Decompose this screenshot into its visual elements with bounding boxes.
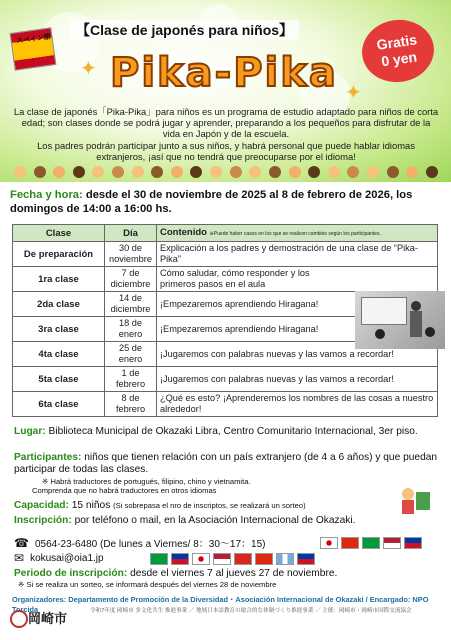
venue-label: Lugar: xyxy=(14,426,46,437)
child-face-icon xyxy=(210,166,222,178)
child-face-icon xyxy=(406,166,418,178)
venue-text: Biblioteca Municipal de Okazaki Libra, Centro Comunitario Internacional, 3er piso. xyxy=(48,426,418,437)
japan-flag-icon xyxy=(192,553,210,565)
cell-class: De preparación xyxy=(13,242,105,267)
col-header-class: Clase xyxy=(13,225,105,242)
email-row xyxy=(14,551,104,565)
intro-paragraph-1: La clase de japonés「Pika-Pika」para niños es un programa de estudio adaptado para niños de corta edad; son clases donde se podrá jugar y aprender, preparando a los pequeños para disfrutar de la vida en Japón y de la escuela. xyxy=(13,106,439,140)
china-flag-icon xyxy=(341,537,359,549)
brazil-flag-icon xyxy=(362,537,380,549)
usa-flag-icon xyxy=(383,537,401,549)
child-face-icon xyxy=(73,166,85,178)
philippines-flag-icon xyxy=(171,553,189,565)
pika-pika-logo: Pika-Pika xyxy=(110,50,338,96)
capacity-value: 15 niños xyxy=(71,500,111,511)
child-face-icon xyxy=(112,166,124,178)
child-face-icon xyxy=(289,166,301,178)
child-face-icon xyxy=(171,166,183,178)
lottery-note: ※ Si se realiza un sorteo, se informará después del viernes 28 de noviembre xyxy=(18,580,277,590)
vietnam-flag-icon xyxy=(234,553,252,565)
cell-content: ¡Jugaremos con palabras nuevas y las vamos a recordar! xyxy=(157,342,438,367)
children-illustrations xyxy=(14,166,438,180)
capacity-label: Capacidad: xyxy=(14,500,69,511)
child-face-icon xyxy=(249,166,261,178)
sparkle-icon: ✦ xyxy=(345,82,362,104)
free-badge-line2: 0 yen xyxy=(380,48,418,70)
capacity-section xyxy=(14,500,438,512)
teacher-head xyxy=(411,301,421,311)
sponsor-fineprint: 令和7年度 岡崎市 多文化共生 推進事業 ／ 地域日本語教育の総合的な体制づくり推進事業 ／ 主催：岡崎市・岡崎市国際交流協会 xyxy=(90,608,412,614)
cell-class: 5ta clase xyxy=(13,367,105,392)
philippines-flag-icon xyxy=(297,553,315,565)
cell-content: Cómo saludar, cómo responder y los primeros pasos en el aula xyxy=(157,267,438,292)
col-header-content xyxy=(157,225,438,242)
participants-label: Participantes: xyxy=(14,452,82,463)
child-face-icon xyxy=(34,166,46,178)
col-header-note: ※Puede haber casos en los que se realicen cambios según los participantes. xyxy=(209,230,381,237)
child-face-icon xyxy=(367,166,379,178)
cell-class: 2da clase xyxy=(13,292,105,317)
date-time xyxy=(10,188,440,216)
footer xyxy=(0,592,451,640)
cell-content: ¿Qué es esto? ¡Aprenderemos los nombres de las cosas a nuestro alrededor! xyxy=(157,392,438,417)
registration-period-label: Periodo de inscripción: xyxy=(14,568,128,579)
participants-section xyxy=(14,452,438,495)
phone-row xyxy=(14,535,265,550)
table-header-row xyxy=(13,225,438,242)
cell-content: ¡Jugaremos con palabras nuevas y las vamos a recordar! xyxy=(157,367,438,392)
free-badge-line1: Gratis xyxy=(375,31,418,53)
child-face-icon xyxy=(387,166,399,178)
cell-class: 6ta clase xyxy=(13,392,105,417)
cell-day: 8 de febrero xyxy=(105,392,157,417)
cell-content: Explicación a los padres y demostración de una clase de “Pika-Pika” xyxy=(157,242,438,267)
philippines-flag-icon xyxy=(404,537,422,549)
classroom-photo xyxy=(355,291,445,349)
table-row xyxy=(13,242,438,267)
cell-day: 1 de febrero xyxy=(105,367,157,392)
cell-class: 1ra clase xyxy=(13,267,105,292)
child-face-icon xyxy=(308,166,320,178)
participants-text: niños que tienen relación con un país extranjero (de 4 a 6 años) y que puedan participar de todas las clases. xyxy=(14,452,438,476)
col-header-day: Día xyxy=(105,225,157,242)
child-face-icon xyxy=(426,166,438,178)
cell-day: 18 de enero xyxy=(105,317,157,342)
cell-content: ¡Empezaremos aprendiendo Hiragana! xyxy=(157,317,438,342)
capacity-note: (Si sobrepasa el nro de inscriptos, se realizará un sorteo) xyxy=(113,501,306,510)
child-face-icon xyxy=(269,166,281,178)
child-face-icon xyxy=(132,166,144,178)
translators-note: ※ Habrá traductores de portugués, filipino, chino y vietnamita. xyxy=(42,476,251,486)
col-header-content-label: Contenido xyxy=(160,226,207,238)
table-row xyxy=(13,367,438,392)
mail-icon: ✉ xyxy=(14,551,25,565)
date-text: desde el 30 de noviembre de 2025 al 8 de febrero de 2026, los domingos de 14:00 a 16:00 hs. xyxy=(10,189,413,215)
registration-period-text: desde el viernes 7 al jueves 27 de noviembre. xyxy=(130,568,338,579)
date-label: Fecha y hora: xyxy=(10,189,83,201)
registration-section xyxy=(14,515,438,527)
child-face-icon xyxy=(328,166,340,178)
table-row xyxy=(13,392,438,417)
intro-text xyxy=(12,106,440,162)
email-address[interactable]: kokusai@oia1.jp xyxy=(30,552,104,564)
child-face-icon xyxy=(53,166,65,178)
page-title: 【Clase de japonés para niños】 xyxy=(70,20,299,40)
intro-paragraph-2: Los padres podrán participar junto a sus niños, y habrá personal que puede hablar idiomas extranjeros, ¡así que no tendrá que preocuparse por el idioma! xyxy=(37,139,415,162)
venue-section xyxy=(14,426,438,438)
sparkle-icon: ✦ xyxy=(80,58,97,80)
student-head xyxy=(425,327,435,337)
child-face-icon xyxy=(151,166,163,178)
phone-icon: ☎ xyxy=(14,535,29,550)
teacher-body xyxy=(410,311,422,337)
child-face-icon xyxy=(230,166,242,178)
child-face-icon xyxy=(14,166,26,178)
child-face-icon xyxy=(190,166,202,178)
cell-day: 25 de enero xyxy=(105,342,157,367)
cell-day: 14 de diciembre xyxy=(105,292,157,317)
city-seal-icon xyxy=(10,610,28,628)
cell-day: 7 de diciembre xyxy=(105,267,157,292)
registration-text: por teléfono o mail, en la Asociación Internacional de Okazaki. xyxy=(74,515,356,526)
argentina-flag-icon xyxy=(276,553,294,565)
flag-row-2 xyxy=(150,553,315,565)
cell-class: 3ra clase xyxy=(13,317,105,342)
organizers: Organizadores: Departamento de Promoción de la Diversidad・Asociación Internacional de Okazaki / Encargado: NPO Torcida xyxy=(12,595,429,614)
registration-label: Inscripción: xyxy=(14,515,72,526)
child-face-icon xyxy=(347,166,359,178)
japan-flag-icon xyxy=(320,537,338,549)
table-row xyxy=(13,267,438,292)
phone-number[interactable]: 0564-23-6480 (De lunes a Viernes/ 8：30〜17：15) xyxy=(34,539,266,550)
student-head xyxy=(375,329,385,339)
china-flag-icon xyxy=(255,553,273,565)
language-label: スペイン語 xyxy=(15,33,52,46)
translators-note-2: Comprenda que no habrá traductores en otros idiomas xyxy=(32,486,217,496)
cell-day: 30 de noviembre xyxy=(105,242,157,267)
usa-flag-icon xyxy=(213,553,231,565)
flag-row-1 xyxy=(320,537,422,549)
registration-period-section xyxy=(14,568,438,590)
child-face-icon xyxy=(92,166,104,178)
cell-content: ¡Empezaremos aprendiendo Hiragana! xyxy=(157,292,438,317)
whiteboard xyxy=(361,297,407,325)
brazil-flag-icon xyxy=(150,553,168,565)
cell-class: 4ta clase xyxy=(13,342,105,367)
city-logo: 岡崎市 xyxy=(28,612,68,627)
